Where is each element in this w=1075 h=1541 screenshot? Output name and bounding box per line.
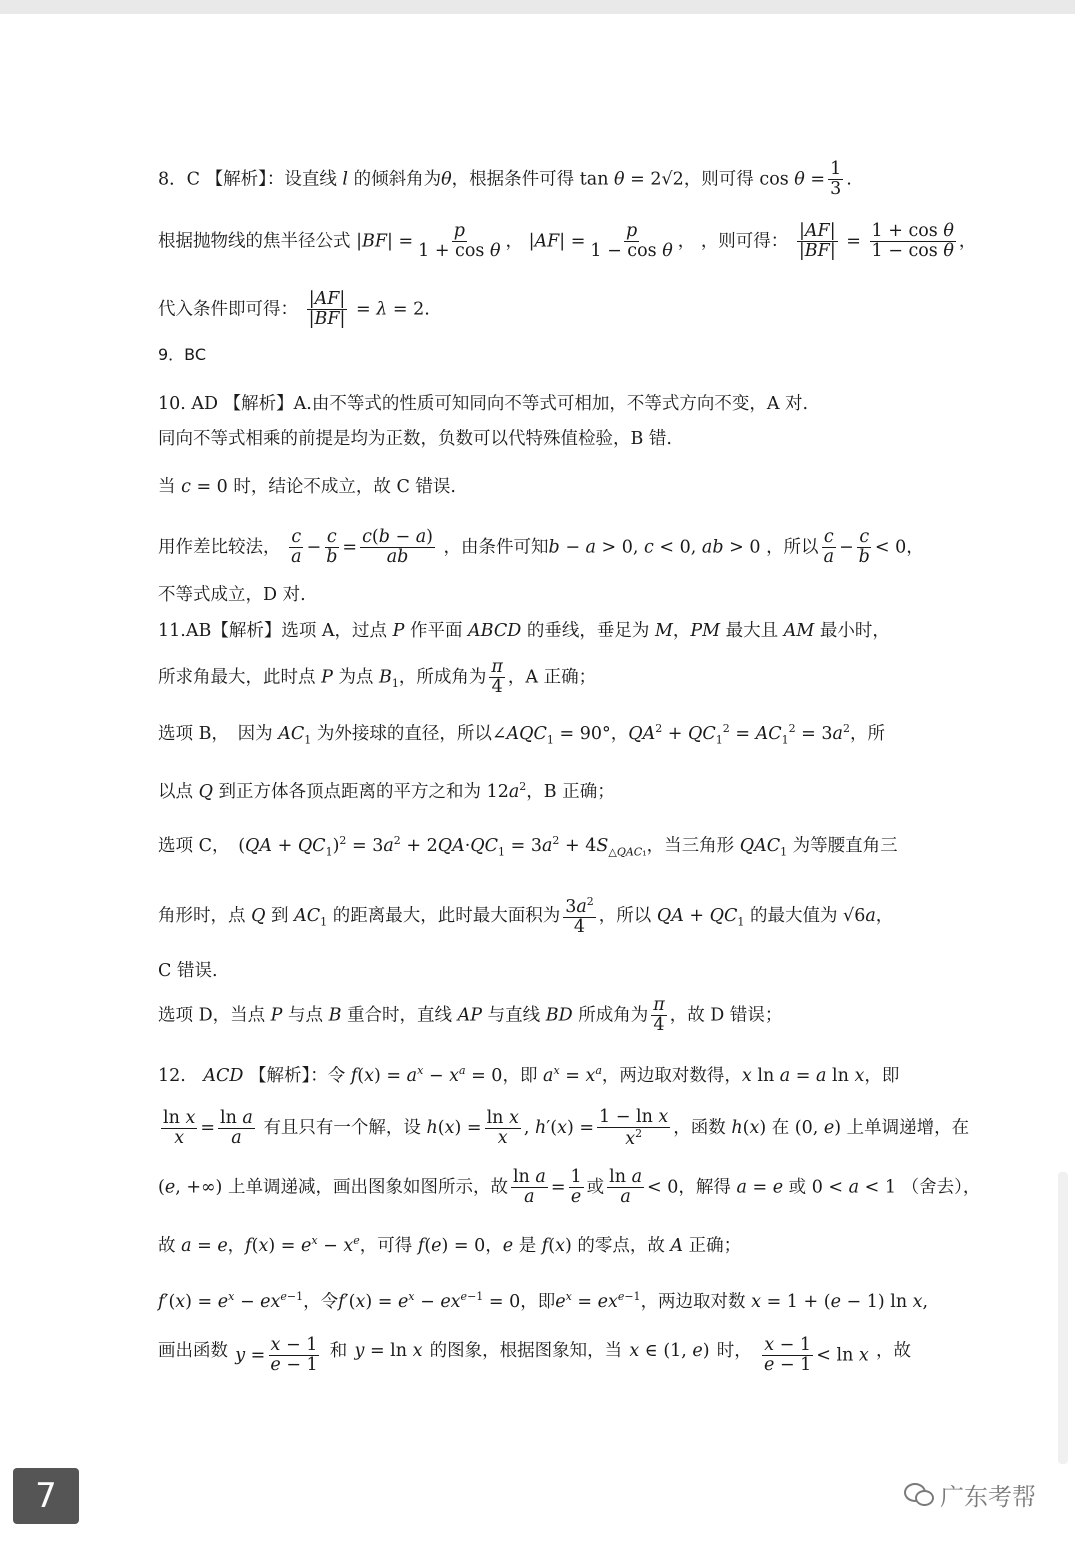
q11-line-4: 以点 Q 到正方体各顶点距离的平方之和为 $12a^2$，B 正确；	[158, 780, 615, 802]
q12-line-5: $f'(x) = e^x - ex^{e-1}$，令$f'(x) = e^x - ex^{e-1} = 0$，即$e^x = ex^{e-1}$，两边取对数 x = 1 + (e − 1) ln x,	[158, 1290, 929, 1312]
q11-line-6: 角形时，点 Q 到 $AC_1$ 的距离最大，此时最大面积为 $\frac{3a^2}{4}$ ，所以 QA + $QC_1$ 的最大值为 √6a，	[158, 895, 894, 938]
watermark-text: 广东考帮	[940, 1482, 1036, 1511]
q9-answer: 9．BC	[158, 345, 207, 364]
q11-line-5: 选项 C， $(QA + QC_1)^2 = 3a^2 + 2QA\cdot QC_1 = 3a^2 + 4S_{\triangle QAC_1}$，当三角形 $QAC_1$ 为等腰直角三	[158, 834, 898, 859]
q10-line-4: 用作差比较法， $\frac{c}{a}$ − $\frac{c}{b}$ = $\frac{c(b - a)}{ab}$ ，由条件可知b − a > 0, c < 0, ab > 0 ，所以 $\frac{c}{a}$ − $\frac{c}{b}$ < 0，	[158, 527, 924, 568]
watermark	[904, 1476, 1036, 1512]
q12-line-2: $\frac{\text{ln x}}{x}$ = $\frac{\text{ln a}}{a}$ 有且只有一个解，设 h(x) = $\frac{\text{ln x}}{x}$ , h′(x) = $\frac{\text{1 − ln x}}{x^2}$ ，函数 h(x) 在 (0, e) 上单调递增，在	[163, 1107, 970, 1150]
q8-line-1: 8．C 【解析】：设直线 l 的倾斜角为θ，根据条件可得 tan θ = 2√2，则可得 cos θ = $\frac{1}{3}$ .	[158, 159, 852, 200]
q8-line-2: 根据抛物线的焦半径公式 |BF| = $\frac{p}{\text{1 + cos θ}}$ ， |AF| = $\frac{p}{\text{1 − cos θ}}$ ， ，则可得： $\frac{|AF|}{|BF|}$ = $\frac{\text{1 + cos θ}}{\text{1 − cos θ}}$ ，	[158, 221, 977, 262]
q12-line-3: (e, +∞) 上单调递减，画出图象如图所示，故 $\frac{\text{ln a}}{a}$ = $\frac{1}{e}$ 或 $\frac{\text{ln a}}{a}$ < 0，解得 a = e 或 0 < a < 1 （舍去），	[158, 1167, 981, 1208]
scrollbar[interactable]	[1058, 1172, 1068, 1464]
q11-line-2: 所求角最大，此时点 P 为点 $B_1$，所成角为 $\frac{\pi}{4}$ ，A 正确；	[158, 657, 597, 698]
q12-line-6: 画出函数 y = $\frac{x - 1}{e - 1}$ 和 y = ln x 的图象，根据图象知，当 x ∈ (1, e) 时， $\frac{x - 1}{e - 1}$ < ln x ，故	[158, 1335, 911, 1376]
q11-line-8: 选项 D，当点 P 与点 B 重合时，直线 AP 与直线 BD 所成角为 $\frac{\pi}{4}$ ，故 D 错误；	[158, 995, 783, 1036]
q10-line-1: 10. AD 【解析】A.由不等式的性质可知同向不等式可相加，不等式方向不变，A 对.	[158, 394, 809, 414]
q12-line-1: 12. ACD 【解析】：令 $f(x) = a^x - x^a = 0$，即 $a^x = x^a$，两边取对数得，x ln a = a ln x，即	[158, 1064, 900, 1086]
top-bar	[0, 0, 1075, 14]
q8-line-3: 代入条件即可得： $\frac{|AF|}{|BF|}$ = λ = 2.	[158, 289, 430, 330]
q11-line-3: 选项 B， 因为 $AC_1$ 为外接球的直径，所以$\angle AQC_1 = 90^\circ$，$QA^2 + QC_1^2 = AC_1^2 = 3a^2$，所	[158, 722, 885, 747]
q11-line-1: 11.AB【解析】选项 A，过点 P 作平面 ABCD 的垂线，垂足为 M，PM 最大且 AM 最小时，	[158, 621, 890, 641]
q10-line-2: 同向不等式相乘的前提是均为正数，负数可以代特殊值检验，B 错.	[158, 429, 672, 449]
q12-line-4: 故 a = e，$f(x) = e^x - x^e$，可得 f(e) = 0，e 是 f(x) 的零点，故 A 正确；	[158, 1234, 742, 1256]
page-number-badge: 7	[13, 1468, 79, 1524]
wechat-icon	[904, 1481, 934, 1507]
q10-line-3: 当 c = 0 时，结论不成立，故 C 错误.	[158, 477, 456, 497]
q10-line-5: 不等式成立，D 对.	[158, 585, 306, 605]
q11-line-7: C 错误.	[158, 961, 218, 981]
